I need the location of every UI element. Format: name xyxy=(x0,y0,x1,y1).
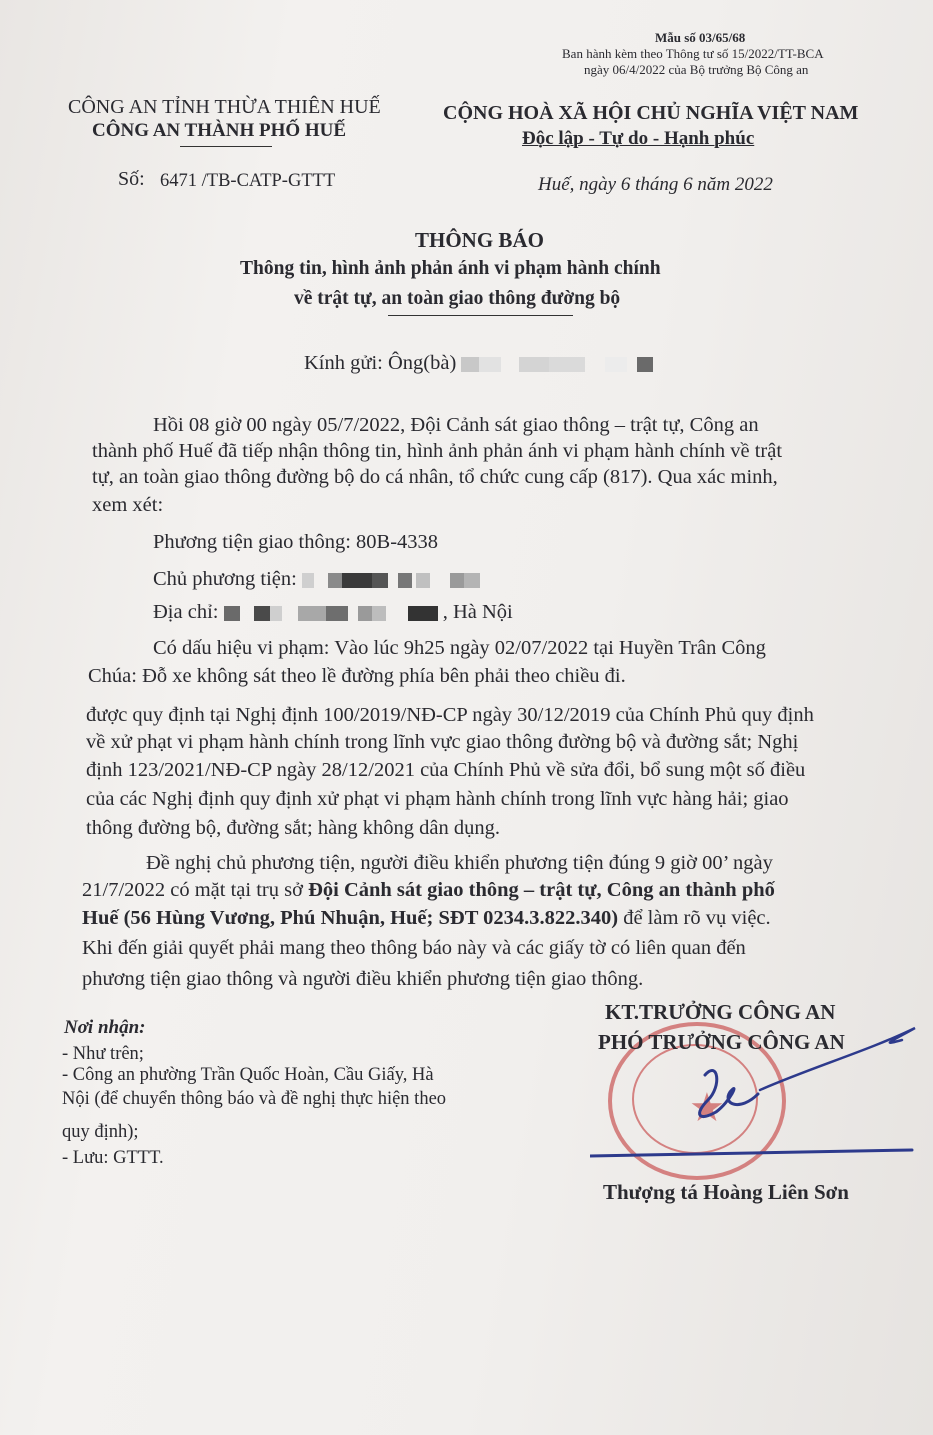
document-subtitle-1: Thông tin, hình ảnh phản ánh vi phạm hành chính xyxy=(240,258,661,279)
paragraph-2-line-1: được quy định tại Nghị định 100/2019/NĐ-CP ngày 30/12/2019 của Chính Phủ quy định xyxy=(86,704,814,726)
paragraph-1-line-1: Hồi 08 giờ 00 ngày 05/7/2022, Đội Cảnh sát giao thông – trật tự, Công an xyxy=(153,414,759,436)
traffic-police-unit: Đội Cảnh sát giao thông – trật tự, Công an thành phố xyxy=(308,879,775,901)
recipient-item-3: - Lưu: GTTT. xyxy=(62,1148,164,1168)
violation-line-1: Có dấu hiệu vi phạm: Vào lúc 9h25 ngày 02/07/2022 tại Huyền Trân Công xyxy=(153,637,766,659)
vehicle-plate: Phương tiện giao thông: 80B-4338 xyxy=(153,531,439,553)
paragraph-3-line-1: Đề nghị chủ phương tiện, người điều khiển phương tiện đúng 9 giờ 00’ ngày xyxy=(146,852,773,874)
redacted-address xyxy=(224,601,443,623)
redacted-owner-name xyxy=(302,568,480,590)
paragraph-3-line-2-start: 21/7/2022 có mặt tại trụ sở xyxy=(82,879,309,901)
seal-star-icon: ★ xyxy=(689,1085,725,1130)
violation-line-2: Chúa: Đỗ xe không sát theo lề đường phía bên phải theo chiều đi. xyxy=(88,665,626,687)
paragraph-3-line-2 xyxy=(82,879,775,902)
document-subtitle-2: về trật tự, an toàn giao thông đường bộ xyxy=(294,288,621,309)
paragraph-2-line-2: về xử phạt vi phạm hành chính trong lĩnh vực giao thông đường bộ và đường sắt; Nghị xyxy=(86,731,799,753)
paragraph-3-line-5: phương tiện giao thông và người điều khiển phương tiện giao thông. xyxy=(82,968,644,990)
national-motto: Độc lập - Tự do - Hạnh phúc xyxy=(522,128,755,149)
paragraph-1-line-2: thành phố Huế đã tiếp nhận thông tin, hình ảnh phản ánh vi phạm hành chính về trật xyxy=(92,440,783,462)
signature-title-1: KT.TRƯỞNG CÔNG AN xyxy=(605,1000,836,1024)
owner-label: Chủ phương tiện: xyxy=(153,568,297,590)
signer-name: Thượng tá Hoàng Liên Sơn xyxy=(603,1180,849,1204)
paragraph-2-line-5: thông đường bộ, đường sắt; hàng không dân dụng. xyxy=(86,817,501,839)
recipients-label: Nơi nhận: xyxy=(64,1017,146,1038)
agency-underline xyxy=(180,146,272,147)
paragraph-2-line-4: của các Nghị định quy định xử phạt vi phạm hành chính trong lĩnh vực hàng hải; giao xyxy=(86,788,789,810)
document-number-label: Số: xyxy=(118,168,145,190)
form-issued-line-1: Ban hành kèm theo Thông tư số 15/2022/TT-BCA xyxy=(562,46,824,61)
form-issued-line-2: ngày 06/4/2022 của Bộ trưởng Bộ Công an xyxy=(584,62,809,77)
handwritten-signature xyxy=(590,1020,920,1170)
date-line: Huế, ngày 6 tháng 6 năm 2022 xyxy=(538,174,773,195)
recipient-item-2c: quy định); xyxy=(62,1122,139,1142)
signature-title-2: PHÓ TRƯỞNG CÔNG AN xyxy=(598,1030,845,1054)
paragraph-1-line-3: tự, an toàn giao thông đường bộ do cá nhân, tổ chức cung cấp (817). Qua xác minh, xyxy=(92,466,778,488)
form-code: Mẫu số 03/65/68 xyxy=(655,30,746,45)
subtitle-underline xyxy=(388,315,573,316)
owner-line xyxy=(153,568,480,591)
paragraph-3-line-3 xyxy=(82,907,771,930)
paragraph-2-line-3: định 123/2021/NĐ-CP ngày 28/12/2021 của Chính Phủ về sửa đổi, bổ sung một số điều xyxy=(86,759,806,781)
recipient-line xyxy=(304,352,653,375)
document-number: 6471 /TB-CATP-GTTT xyxy=(160,171,336,191)
agency-parent: CÔNG AN TỈNH THỪA THIÊN HUẾ xyxy=(68,96,381,118)
paragraph-3-line-3-end: để làm rõ vụ việc. xyxy=(618,907,771,929)
paragraph-3-line-4: Khi đến giải quyết phải mang theo thông báo này và các giấy tờ có liên quan đến xyxy=(82,937,746,959)
recipient-label: Kính gửi: Ông(bà) xyxy=(304,352,457,374)
recipient-item-2b: Nội (để chuyển thông báo và đề nghị thực hiện theo xyxy=(62,1089,447,1109)
address-city: , Hà Nội xyxy=(442,601,513,623)
address-label: Địa chỉ: xyxy=(153,601,219,623)
redacted-recipient-name xyxy=(461,352,653,374)
recipient-item-1: - Như trên; xyxy=(62,1044,144,1064)
recipient-item-2a: - Công an phường Trần Quốc Hoàn, Cầu Giấy, Hà xyxy=(62,1065,434,1085)
agency-name: CÔNG AN THÀNH PHỐ HUẾ xyxy=(92,120,347,141)
address-line xyxy=(153,601,513,624)
office-address-phone: Huế (56 Hùng Vương, Phú Nhuận, Huế; SĐT 0234.3.822.340) xyxy=(82,907,619,929)
paragraph-1-line-4: xem xét: xyxy=(92,494,164,516)
country-name: CỘNG HOÀ XÃ HỘI CHỦ NGHĨA VIỆT NAM xyxy=(443,102,859,124)
document-title: THÔNG BÁO xyxy=(415,228,544,252)
